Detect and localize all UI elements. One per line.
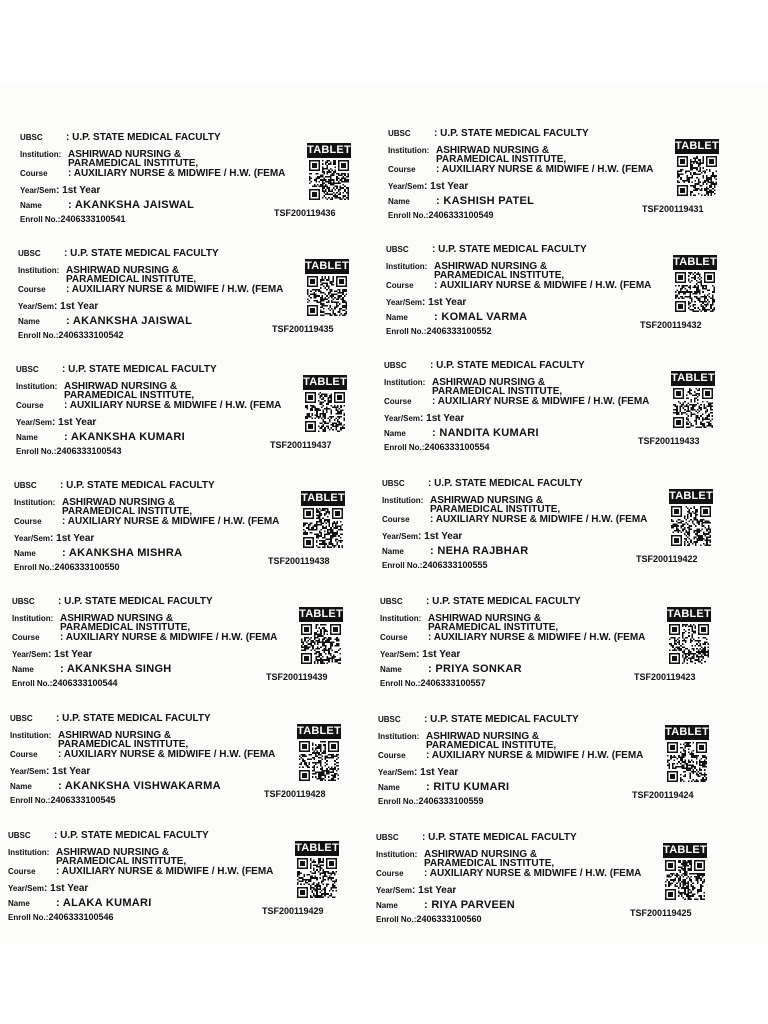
student-label bbox=[380, 592, 750, 710]
tsf-code: TSF200119429 bbox=[262, 906, 324, 916]
course-row bbox=[8, 862, 273, 878]
institution-line2: PARAMEDICAL INSTITUTE, bbox=[424, 858, 555, 869]
course-key: Course bbox=[388, 165, 416, 174]
enroll-key: Enroll No.: bbox=[378, 797, 419, 806]
institution-line2: PARAMEDICAL INSTITUTE, bbox=[68, 158, 199, 169]
course-key: Course bbox=[382, 515, 410, 524]
ubsc-row bbox=[388, 124, 589, 140]
enroll-key: Enroll No.: bbox=[386, 327, 427, 336]
enroll-number: 2406333100546 bbox=[48, 912, 114, 922]
ubsc-value: : U.P. STATE MEDICAL FACULTY bbox=[58, 596, 213, 607]
qr-code-icon bbox=[671, 506, 711, 546]
student-name: : ALAKA KUMARI bbox=[56, 897, 152, 909]
course-key: Course bbox=[16, 401, 44, 410]
ubsc-value: : U.P. STATE MEDICAL FACULTY bbox=[54, 830, 209, 841]
institution-line2: PARAMEDICAL INSTITUTE, bbox=[58, 739, 189, 750]
year-row bbox=[382, 527, 462, 543]
ubsc-row bbox=[382, 474, 583, 490]
student-name: : AKANKSHA KUMARI bbox=[64, 431, 185, 443]
enroll-number: 2406333100559 bbox=[418, 796, 484, 806]
enroll-key: Enroll No.: bbox=[14, 563, 55, 572]
year-value: : 1st Year bbox=[52, 417, 97, 428]
tablet-badge: TABLET bbox=[307, 144, 351, 156]
institution-key: Institution: bbox=[14, 498, 56, 507]
label-sheet bbox=[0, 84, 768, 944]
qr-code-icon bbox=[309, 160, 349, 200]
student-name: : KOMAL VARMA bbox=[434, 311, 528, 323]
course-value: : AUXILIARY NURSE & MIDWIFE / H.W. (FEMA bbox=[424, 868, 642, 879]
year-key: Year/Sem bbox=[378, 768, 415, 777]
student-name: : PRIYA SONKAR bbox=[428, 663, 522, 675]
name-key: Name bbox=[8, 899, 30, 908]
enroll-row bbox=[10, 791, 116, 807]
institution-key: Institution: bbox=[18, 266, 60, 275]
student-label bbox=[382, 474, 752, 592]
ubsc-value: : U.P. STATE MEDICAL FACULTY bbox=[60, 480, 215, 491]
name-key: Name bbox=[16, 433, 38, 442]
enroll-number: 2406333100552 bbox=[426, 326, 492, 336]
year-key: Year/Sem bbox=[14, 534, 51, 543]
year-row bbox=[12, 645, 92, 661]
course-value: : AUXILIARY NURSE & MIDWIFE / H.W. (FEMA bbox=[60, 632, 278, 643]
enroll-row bbox=[382, 556, 488, 572]
tablet-badge: TABLET bbox=[295, 842, 339, 854]
institution-line2: PARAMEDICAL INSTITUTE, bbox=[426, 740, 557, 751]
student-label bbox=[8, 826, 378, 944]
qr-code-icon bbox=[305, 392, 345, 432]
year-row bbox=[376, 881, 456, 897]
year-value: : 1st Year bbox=[48, 649, 93, 660]
institution-line1: ASHIRWAD NURSING & bbox=[60, 613, 174, 624]
tablet-badge: TABLET bbox=[673, 256, 717, 268]
course-row bbox=[384, 392, 649, 408]
enroll-row bbox=[14, 558, 120, 574]
institution-line1: ASHIRWAD NURSING & bbox=[428, 613, 542, 624]
course-row bbox=[378, 746, 643, 762]
name-key: Name bbox=[378, 783, 400, 792]
enroll-key: Enroll No.: bbox=[20, 215, 61, 224]
ubsc-value: : U.P. STATE MEDICAL FACULTY bbox=[426, 596, 581, 607]
ubsc-row bbox=[376, 828, 577, 844]
ubsc-row bbox=[16, 360, 217, 376]
year-row bbox=[388, 177, 468, 193]
qr-code-icon bbox=[307, 276, 347, 316]
qr-code-icon bbox=[677, 156, 717, 196]
enroll-row bbox=[376, 910, 482, 926]
enroll-number: 2406333100541 bbox=[60, 214, 126, 224]
year-row bbox=[16, 413, 96, 429]
course-row bbox=[386, 276, 651, 292]
enroll-key: Enroll No.: bbox=[16, 447, 57, 456]
student-name: : KASHISH PATEL bbox=[436, 195, 535, 207]
year-value: : 1st Year bbox=[424, 181, 469, 192]
institution-line1: ASHIRWAD NURSING & bbox=[68, 149, 182, 160]
year-value: : 1st Year bbox=[422, 297, 467, 308]
enroll-number: 2406333100557 bbox=[420, 678, 486, 688]
student-name: : RITU KUMARI bbox=[426, 781, 510, 793]
qr-code-icon bbox=[673, 388, 713, 428]
ubsc-key: UBSC bbox=[14, 481, 37, 490]
student-name: : AKANKSHA JAISWAL bbox=[66, 315, 193, 327]
ubsc-value: : U.P. STATE MEDICAL FACULTY bbox=[434, 128, 589, 139]
student-label bbox=[16, 360, 386, 478]
tsf-code: TSF200119439 bbox=[266, 672, 328, 682]
ubsc-value: : U.P. STATE MEDICAL FACULTY bbox=[430, 360, 585, 371]
ubsc-row bbox=[384, 356, 585, 372]
student-name: : AKANKSHA VISHWAKARMA bbox=[58, 780, 221, 792]
course-value: : AUXILIARY NURSE & MIDWIFE / H.W. (FEMA bbox=[436, 164, 654, 175]
course-value: : AUXILIARY NURSE & MIDWIFE / H.W. (FEMA bbox=[430, 514, 648, 525]
student-name: : AKANKSHA SINGH bbox=[60, 663, 172, 675]
name-key: Name bbox=[376, 901, 398, 910]
ubsc-key: UBSC bbox=[18, 249, 41, 258]
year-key: Year/Sem bbox=[16, 418, 53, 427]
institution-line1: ASHIRWAD NURSING & bbox=[424, 849, 538, 860]
course-key: Course bbox=[14, 517, 42, 526]
year-row bbox=[18, 297, 98, 313]
institution-line2: PARAMEDICAL INSTITUTE, bbox=[56, 856, 187, 867]
year-row bbox=[10, 762, 90, 778]
enroll-number: 2406333100549 bbox=[428, 210, 494, 220]
ubsc-row bbox=[20, 128, 221, 144]
year-key: Year/Sem bbox=[376, 886, 413, 895]
course-key: Course bbox=[378, 751, 406, 760]
year-key: Year/Sem bbox=[8, 884, 45, 893]
ubsc-key: UBSC bbox=[382, 479, 405, 488]
year-key: Year/Sem bbox=[12, 650, 49, 659]
ubsc-value: : U.P. STATE MEDICAL FACULTY bbox=[64, 248, 219, 259]
year-row bbox=[380, 645, 460, 661]
course-key: Course bbox=[380, 633, 408, 642]
ubsc-value: : U.P. STATE MEDICAL FACULTY bbox=[428, 478, 583, 489]
enroll-row bbox=[388, 206, 494, 222]
course-row bbox=[18, 280, 283, 296]
year-key: Year/Sem bbox=[18, 302, 55, 311]
qr-code-icon bbox=[669, 624, 709, 664]
year-value: : 1st Year bbox=[416, 649, 461, 660]
course-value: : AUXILIARY NURSE & MIDWIFE / H.W. (FEMA bbox=[426, 750, 644, 761]
name-key: Name bbox=[14, 549, 36, 558]
ubsc-row bbox=[12, 592, 213, 608]
qr-code-icon bbox=[303, 508, 343, 548]
year-value: : 1st Year bbox=[418, 531, 463, 542]
course-key: Course bbox=[10, 750, 38, 759]
ubsc-key: UBSC bbox=[8, 831, 31, 840]
tablet-badge: TABLET bbox=[671, 372, 715, 384]
course-value: : AUXILIARY NURSE & MIDWIFE / H.W. (FEMA bbox=[434, 280, 652, 291]
tablet-badge: TABLET bbox=[303, 376, 347, 388]
institution-key: Institution: bbox=[382, 496, 424, 505]
tablet-badge: TABLET bbox=[299, 608, 343, 620]
tablet-badge: TABLET bbox=[301, 492, 345, 504]
tsf-code: TSF200119432 bbox=[640, 320, 702, 330]
qr-code-icon bbox=[299, 741, 339, 781]
ubsc-key: UBSC bbox=[378, 715, 401, 724]
year-key: Year/Sem bbox=[384, 414, 421, 423]
institution-key: Institution: bbox=[8, 848, 50, 857]
tsf-code: TSF200119424 bbox=[632, 790, 694, 800]
institution-key: Institution: bbox=[12, 614, 54, 623]
enroll-number: 2406333100542 bbox=[58, 330, 124, 340]
enroll-key: Enroll No.: bbox=[18, 331, 59, 340]
tsf-code: TSF200119436 bbox=[274, 208, 336, 218]
course-row bbox=[12, 628, 277, 644]
institution-key: Institution: bbox=[20, 150, 62, 159]
institution-line1: ASHIRWAD NURSING & bbox=[66, 265, 180, 276]
ubsc-key: UBSC bbox=[376, 833, 399, 842]
student-name: : AKANKSHA MISHRA bbox=[62, 547, 183, 559]
ubsc-row bbox=[18, 244, 219, 260]
institution-line1: ASHIRWAD NURSING & bbox=[56, 847, 170, 858]
name-key: Name bbox=[384, 429, 406, 438]
course-value: : AUXILIARY NURSE & MIDWIFE / H.W. (FEMA bbox=[68, 168, 286, 179]
ubsc-key: UBSC bbox=[386, 245, 409, 254]
enroll-key: Enroll No.: bbox=[388, 211, 429, 220]
student-name: : AKANKSHA JAISWAL bbox=[68, 199, 195, 211]
enroll-number: 2406333100544 bbox=[52, 678, 118, 688]
year-value: : 1st Year bbox=[56, 185, 101, 196]
course-value: : AUXILIARY NURSE & MIDWIFE / H.W. (FEMA bbox=[64, 400, 282, 411]
course-row bbox=[376, 864, 641, 880]
ubsc-key: UBSC bbox=[20, 133, 43, 142]
name-key: Name bbox=[388, 197, 410, 206]
qr-code-icon bbox=[301, 624, 341, 664]
institution-line2: PARAMEDICAL INSTITUTE, bbox=[434, 270, 565, 281]
name-key: Name bbox=[12, 665, 34, 674]
institution-line1: ASHIRWAD NURSING & bbox=[436, 145, 550, 156]
year-value: : 1st Year bbox=[412, 885, 457, 896]
qr-code-icon bbox=[667, 742, 707, 782]
ubsc-key: UBSC bbox=[388, 129, 411, 138]
course-row bbox=[380, 628, 645, 644]
enroll-key: Enroll No.: bbox=[8, 913, 49, 922]
ubsc-row bbox=[8, 826, 209, 842]
tablet-badge: TABLET bbox=[675, 140, 719, 152]
course-value: : AUXILIARY NURSE & MIDWIFE / H.W. (FEMA bbox=[66, 284, 284, 295]
ubsc-value: : U.P. STATE MEDICAL FACULTY bbox=[66, 132, 221, 143]
student-label bbox=[20, 128, 390, 246]
tablet-badge: TABLET bbox=[665, 726, 709, 738]
enroll-key: Enroll No.: bbox=[12, 679, 53, 688]
year-key: Year/Sem bbox=[10, 767, 47, 776]
institution-line1: ASHIRWAD NURSING & bbox=[430, 495, 544, 506]
student-label bbox=[384, 356, 754, 474]
institution-line1: ASHIRWAD NURSING & bbox=[432, 377, 546, 388]
year-value: : 1st Year bbox=[420, 413, 465, 424]
enroll-row bbox=[380, 674, 486, 690]
course-key: Course bbox=[12, 633, 40, 642]
tsf-code: TSF200119422 bbox=[636, 554, 698, 564]
ubsc-key: UBSC bbox=[384, 361, 407, 370]
enroll-row bbox=[386, 322, 492, 338]
qr-code-icon bbox=[675, 272, 715, 312]
year-value: : 1st Year bbox=[46, 766, 91, 777]
institution-line2: PARAMEDICAL INSTITUTE, bbox=[432, 386, 563, 397]
institution-line1: ASHIRWAD NURSING & bbox=[434, 261, 548, 272]
institution-key: Institution: bbox=[386, 262, 428, 271]
institution-key: Institution: bbox=[16, 382, 58, 391]
course-row bbox=[382, 510, 647, 526]
student-label bbox=[388, 124, 758, 242]
course-key: Course bbox=[8, 867, 36, 876]
enroll-number: 2406333100554 bbox=[424, 442, 490, 452]
enroll-row bbox=[20, 210, 126, 226]
ubsc-value: : U.P. STATE MEDICAL FACULTY bbox=[424, 714, 579, 725]
ubsc-value: : U.P. STATE MEDICAL FACULTY bbox=[422, 832, 577, 843]
enroll-key: Enroll No.: bbox=[384, 443, 425, 452]
year-row bbox=[14, 529, 94, 545]
enroll-key: Enroll No.: bbox=[380, 679, 421, 688]
qr-code-icon bbox=[665, 860, 705, 900]
name-key: Name bbox=[20, 201, 42, 210]
year-row bbox=[378, 763, 458, 779]
course-row bbox=[14, 512, 279, 528]
year-key: Year/Sem bbox=[388, 182, 425, 191]
year-value: : 1st Year bbox=[54, 301, 99, 312]
year-row bbox=[20, 181, 100, 197]
student-label bbox=[378, 710, 748, 828]
institution-line2: PARAMEDICAL INSTITUTE, bbox=[62, 506, 193, 517]
institution-key: Institution: bbox=[378, 732, 420, 741]
student-label bbox=[10, 709, 380, 827]
tsf-code: TSF200119425 bbox=[630, 908, 692, 918]
student-label bbox=[376, 828, 746, 946]
institution-key: Institution: bbox=[380, 614, 422, 623]
enroll-row bbox=[16, 442, 122, 458]
course-value: : AUXILIARY NURSE & MIDWIFE / H.W. (FEMA bbox=[58, 749, 276, 760]
student-label bbox=[386, 240, 756, 358]
name-key: Name bbox=[386, 313, 408, 322]
student-name: : RIYA PARVEEN bbox=[424, 899, 516, 911]
course-row bbox=[388, 160, 653, 176]
institution-line2: PARAMEDICAL INSTITUTE, bbox=[428, 622, 559, 633]
enroll-number: 2406333100543 bbox=[56, 446, 122, 456]
course-value: : AUXILIARY NURSE & MIDWIFE / H.W. (FEMA bbox=[428, 632, 646, 643]
name-key: Name bbox=[380, 665, 402, 674]
year-row bbox=[8, 879, 88, 895]
enroll-row bbox=[8, 908, 114, 924]
institution-key: Institution: bbox=[384, 378, 426, 387]
institution-key: Institution: bbox=[10, 731, 52, 740]
course-key: Course bbox=[386, 281, 414, 290]
course-key: Course bbox=[376, 869, 404, 878]
institution-line2: PARAMEDICAL INSTITUTE, bbox=[60, 622, 191, 633]
ubsc-key: UBSC bbox=[12, 597, 35, 606]
tablet-badge: TABLET bbox=[305, 260, 349, 272]
enroll-number: 2406333100545 bbox=[50, 795, 116, 805]
tablet-badge: TABLET bbox=[667, 608, 711, 620]
course-value: : AUXILIARY NURSE & MIDWIFE / H.W. (FEMA bbox=[432, 396, 650, 407]
course-key: Course bbox=[384, 397, 412, 406]
enroll-number: 2406333100555 bbox=[422, 560, 488, 570]
ubsc-row bbox=[10, 709, 211, 725]
year-key: Year/Sem bbox=[386, 298, 423, 307]
course-row bbox=[16, 396, 281, 412]
year-row bbox=[384, 409, 464, 425]
name-key: Name bbox=[18, 317, 40, 326]
institution-line1: ASHIRWAD NURSING & bbox=[426, 731, 540, 742]
enroll-key: Enroll No.: bbox=[376, 915, 417, 924]
year-key: Year/Sem bbox=[382, 532, 419, 541]
enroll-row bbox=[384, 438, 490, 454]
enroll-key: Enroll No.: bbox=[382, 561, 423, 570]
institution-line2: PARAMEDICAL INSTITUTE, bbox=[430, 504, 561, 515]
tsf-code: TSF200119433 bbox=[638, 436, 700, 446]
ubsc-key: UBSC bbox=[16, 365, 39, 374]
enroll-row bbox=[12, 674, 118, 690]
institution-key: Institution: bbox=[376, 850, 418, 859]
course-key: Course bbox=[18, 285, 46, 294]
institution-line2: PARAMEDICAL INSTITUTE, bbox=[436, 154, 567, 165]
year-key: Year/Sem bbox=[380, 650, 417, 659]
student-label bbox=[14, 476, 384, 594]
ubsc-row bbox=[378, 710, 579, 726]
tablet-badge: TABLET bbox=[669, 490, 713, 502]
course-key: Course bbox=[20, 169, 48, 178]
ubsc-row bbox=[14, 476, 215, 492]
ubsc-row bbox=[386, 240, 587, 256]
qr-code-icon bbox=[297, 858, 337, 898]
enroll-row bbox=[378, 792, 484, 808]
student-label bbox=[18, 244, 388, 362]
tsf-code: TSF200119428 bbox=[264, 789, 326, 799]
tablet-badge: TABLET bbox=[663, 844, 707, 856]
ubsc-value: : U.P. STATE MEDICAL FACULTY bbox=[56, 713, 211, 724]
enroll-number: 2406333100560 bbox=[416, 914, 482, 924]
ubsc-key: UBSC bbox=[10, 714, 33, 723]
institution-line2: PARAMEDICAL INSTITUTE, bbox=[66, 274, 197, 285]
institution-line1: ASHIRWAD NURSING & bbox=[62, 497, 176, 508]
course-value: : AUXILIARY NURSE & MIDWIFE / H.W. (FEMA bbox=[56, 866, 274, 877]
student-name: : NANDITA KUMARI bbox=[432, 427, 539, 439]
tsf-code: TSF200119431 bbox=[642, 204, 704, 214]
course-row bbox=[10, 745, 275, 761]
institution-line2: PARAMEDICAL INSTITUTE, bbox=[64, 390, 195, 401]
institution-key: Institution: bbox=[388, 146, 430, 155]
tablet-badge: TABLET bbox=[297, 725, 341, 737]
enroll-number: 2406333100550 bbox=[54, 562, 120, 572]
course-value: : AUXILIARY NURSE & MIDWIFE / H.W. (FEMA bbox=[62, 516, 280, 527]
ubsc-value: : U.P. STATE MEDICAL FACULTY bbox=[62, 364, 217, 375]
year-value: : 1st Year bbox=[44, 883, 89, 894]
enroll-row bbox=[18, 326, 124, 342]
name-key: Name bbox=[10, 782, 32, 791]
institution-line1: ASHIRWAD NURSING & bbox=[58, 730, 172, 741]
ubsc-row bbox=[380, 592, 581, 608]
year-row bbox=[386, 293, 466, 309]
student-name: : NEHA RAJBHAR bbox=[430, 545, 529, 557]
institution-line1: ASHIRWAD NURSING & bbox=[64, 381, 178, 392]
year-value: : 1st Year bbox=[50, 533, 95, 544]
tsf-code: TSF200119437 bbox=[270, 440, 332, 450]
tsf-code: TSF200119435 bbox=[272, 324, 334, 334]
ubsc-key: UBSC bbox=[380, 597, 403, 606]
course-row bbox=[20, 164, 285, 180]
year-value: : 1st Year bbox=[414, 767, 459, 778]
year-key: Year/Sem bbox=[20, 186, 57, 195]
name-key: Name bbox=[382, 547, 404, 556]
student-label bbox=[12, 592, 382, 710]
tsf-code: TSF200119438 bbox=[268, 556, 330, 566]
ubsc-value: : U.P. STATE MEDICAL FACULTY bbox=[432, 244, 587, 255]
enroll-key: Enroll No.: bbox=[10, 796, 51, 805]
tsf-code: TSF200119423 bbox=[634, 672, 696, 682]
